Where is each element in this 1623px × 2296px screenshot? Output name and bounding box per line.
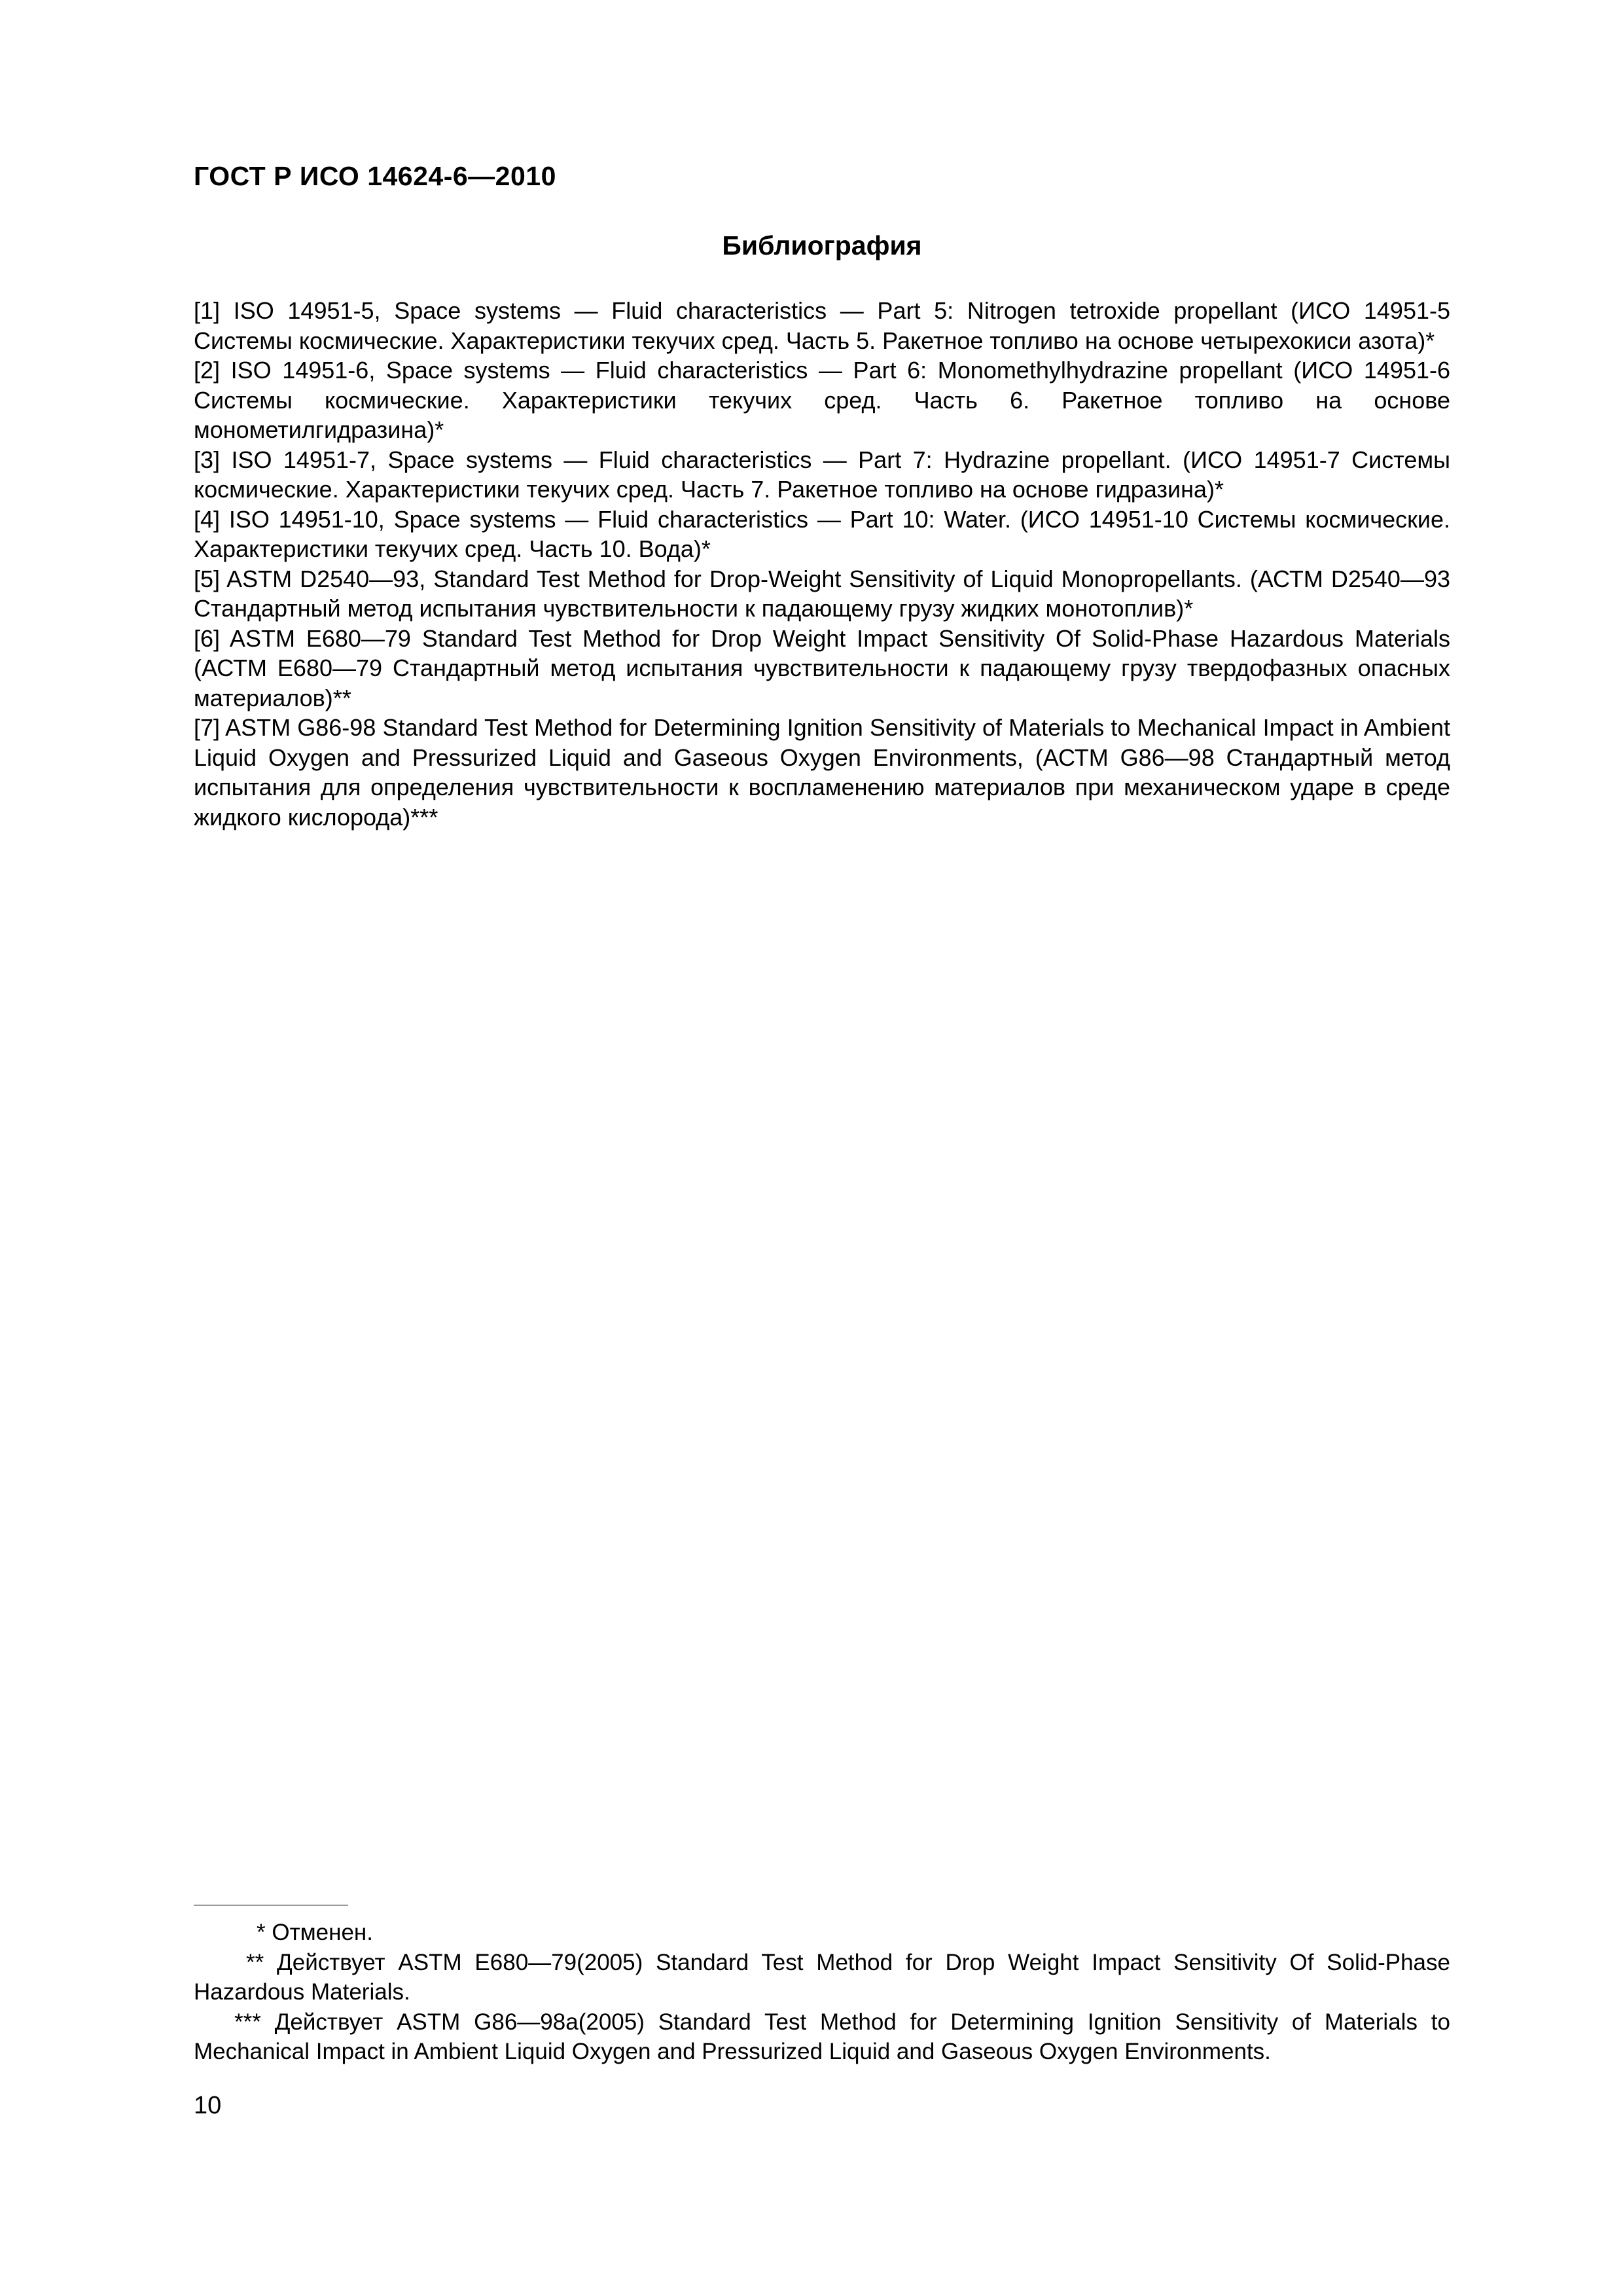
footnote-1: * Отменен. (257, 1920, 373, 1945)
footnotes (194, 1918, 1450, 2067)
bibliography-entry-2: [2] ISO 14951-6, Space systems — Fluid characteristics — Part 6: Monomethylhydrazine propellant (ИСО 14951-6 Системы космические. Характеристики текучих сред. Часть 6. Ракетное топливо на основе монометилгидразина)* (194, 357, 1450, 443)
footnote-3: *** Действует ASTM G86—98a(2005) Standard Test Method for Determining Ignition Sensitivity of Materials to Mechanical Impact in Ambient Liquid Oxygen and Pressurized Liquid and Gaseous Oxygen Environments. (194, 2009, 1450, 2064)
bibliography-entry-7: [7] ASTM G86-98 Standard Test Method for Determining Ignition Sensitivity of Materials to Mechanical Impact in Ambient Liquid Oxygen and Pressurized Liquid and Gaseous Oxygen Environments, (АСТМ G86—98 Стандартный метод испытания для определения чувствительности к воспламенению материалов при механическом ударе в среде жидкого кислорода)*** (194, 714, 1450, 831)
bibliography-entry-1: [1] ISO 14951-5, Space systems — Fluid characteristics — Part 5: Nitrogen tetroxide propellant (ИСО 14951-5 Системы космические. Характеристики текучих сред. Часть 5. Ракетное топливо на основе четырехокиси азота)* (194, 297, 1450, 354)
bibliography-entry-6: [6] ASTM E680—79 Standard Test Method for Drop Weight Impact Sensitivity Of Solid-Phase Hazardous Materials (АСТМ E680—79 Стандартный метод испытания чувствительности к падающему грузу твердофазных опасных материалов)** (194, 624, 1450, 711)
document-code-header: ГОСТ Р ИСО 14624-6—2010 (194, 161, 556, 191)
bibliography-entry-4: [4] ISO 14951-10, Space systems — Fluid characteristics — Part 10: Water. (ИСО 14951-10 Системы космические. Характеристики текучих сред. Часть 10. Вода)* (194, 505, 1450, 562)
section-title: Библиография (722, 230, 922, 260)
footnote-2: ** Действует ASTM E680—79(2005) Standard Test Method for Drop Weight Impact Sensitivity Of Solid-Phase Hazardous Materials. (194, 1949, 1450, 2005)
page-number: 10 (194, 2092, 222, 2119)
bibliography-entry-5: [5] ASTM D2540—93, Standard Test Method for Drop-Weight Sensitivity of Liquid Monopropellants. (АСТМ D2540—93 Стандартный метод испытания чувствительности к падающему грузу жидких монотоплив)* (194, 565, 1450, 622)
footnote-divider (194, 1905, 348, 1906)
bibliography-entry-3: [3] ISO 14951-7, Space systems — Fluid characteristics — Part 7: Hydrazine propellant. (ИСО 14951-7 Системы космические. Характеристики текучих сред. Часть 7. Ракетное топливо на основе гидразина)* (194, 446, 1450, 503)
bibliography-list (194, 296, 1450, 832)
